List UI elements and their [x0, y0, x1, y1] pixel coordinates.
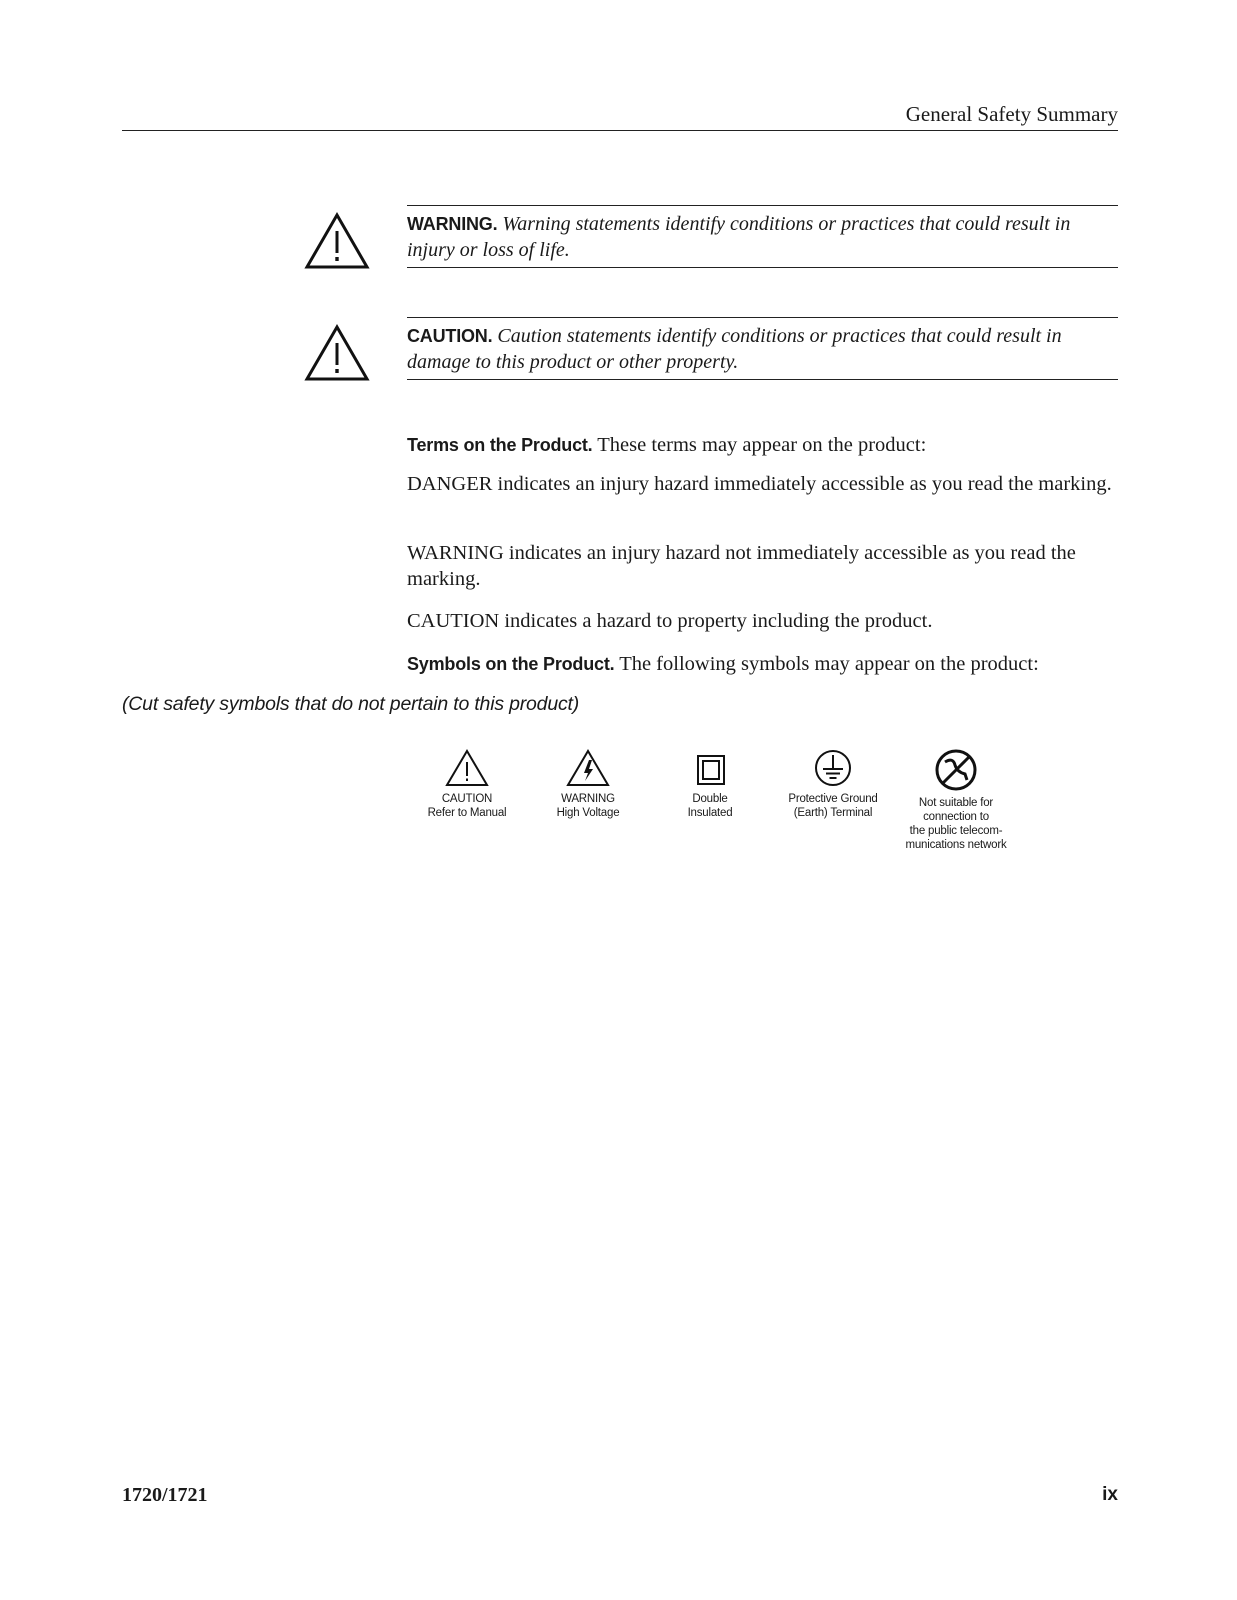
caution-refer-to-manual-icon [444, 748, 490, 788]
symbol-double-insulated [645, 748, 775, 820]
symbol-label-line: Protective Ground [788, 793, 878, 805]
symbol-label-line: Not suitable for [918, 797, 994, 809]
symbol-label-line: Double [692, 793, 728, 805]
symbol-label-line: connection to [923, 811, 989, 823]
symbols-text: The following symbols may appear on the product: [619, 653, 1039, 675]
term-caution: CAUTION indicates a hazard to property including the product. [407, 610, 933, 632]
running-head: General Safety Summary [905, 102, 1118, 126]
symbol-protective-ground [768, 748, 898, 820]
symbol-label-line: WARNING [561, 793, 615, 805]
terms-lead: Terms on the Product. [407, 435, 593, 455]
terms-heading-paragraph [407, 432, 1123, 458]
warning-notice [407, 205, 1118, 268]
caution-lead: CAUTION. [407, 326, 493, 346]
symbol-high-voltage [523, 748, 653, 820]
caution-text: Caution statements identify conditions or practices that could result in damage to this product or other property. [407, 325, 1062, 373]
symbol-caution-refer-to-manual [402, 748, 532, 820]
terms-text: These terms may appear on the product: [597, 434, 927, 456]
caution-triangle-icon [304, 324, 370, 382]
double-insulated-icon [690, 748, 730, 788]
footer-model-number: 1720/1721 [122, 1484, 208, 1506]
symbols-lead: Symbols on the Product. [407, 654, 615, 674]
symbol-label-line: the public telecom- [909, 825, 1003, 837]
symbol-label-line: Insulated [687, 807, 733, 819]
warning-text: Warning statements identify conditions or practices that could result in injury or loss of life. [407, 213, 1071, 261]
caution-triangle-icon [304, 212, 370, 270]
caution-notice [407, 317, 1118, 380]
not-for-telecom-icon [933, 748, 979, 792]
symbol-label-line: (Earth) Terminal [793, 807, 873, 819]
symbol-not-for-telecom [891, 748, 1021, 852]
footer-page-number: ix [1102, 1484, 1118, 1505]
protective-ground-icon [813, 748, 853, 788]
symbol-label-line: munications network [905, 839, 1007, 851]
warning-lead: WARNING. [407, 214, 498, 234]
header-rule [122, 130, 1118, 131]
symbol-label-line: Refer to Manual [427, 807, 507, 819]
symbol-label-line: High Voltage [556, 807, 620, 819]
symbols-heading-paragraph [407, 651, 1123, 677]
editor-note: (Cut safety symbols that do not pertain to this product) [122, 693, 580, 715]
high-voltage-icon [565, 748, 611, 788]
term-danger: DANGER indicates an injury hazard immediately accessible as you read the marking. [407, 473, 1112, 495]
symbol-label-line: CAUTION [441, 793, 493, 805]
term-warning: WARNING indicates an injury hazard not immediately accessible as you read the marking. [407, 542, 1076, 590]
